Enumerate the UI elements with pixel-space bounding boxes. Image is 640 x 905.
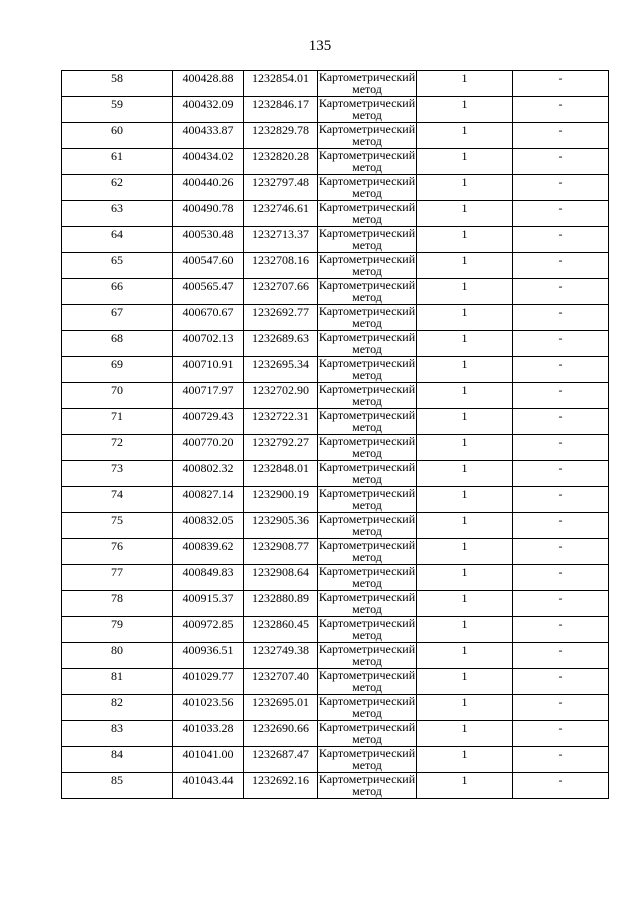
y-coordinate-cell: 1232829.78 [244, 123, 318, 149]
point-number-cell: 66 [62, 279, 173, 305]
method-cell: Картометрический метод [318, 70, 416, 96]
y-coordinate-cell: 1232846.17 [244, 97, 318, 123]
table-row [62, 643, 609, 669]
point-number-cell: 76 [62, 539, 173, 565]
x-coordinate-cell: 400702.13 [173, 331, 244, 357]
y-coordinate-cell: 1232908.77 [244, 539, 318, 565]
accuracy-cell: 1 [417, 71, 513, 97]
note-cell: - [513, 201, 609, 227]
y-coordinate-cell: 1232692.77 [244, 305, 318, 331]
note-cell: - [513, 71, 609, 97]
x-coordinate-cell: 400530.48 [173, 227, 244, 253]
method-cell: Картометрический метод [318, 122, 416, 148]
method-cell: Картометрический метод [318, 226, 416, 252]
method-cell: Картометрический метод [318, 590, 416, 616]
table-row [62, 773, 609, 799]
note-cell: - [513, 435, 609, 461]
method-cell: Картометрический метод [318, 486, 416, 512]
point-number-cell: 65 [62, 253, 173, 279]
y-coordinate-cell: 1232687.47 [244, 747, 318, 773]
method-cell: Картометрический метод [318, 252, 416, 278]
page-number: 135 [308, 38, 332, 54]
method-cell: Картометрический метод [318, 174, 416, 200]
y-coordinate-cell: 1232797.48 [244, 175, 318, 201]
accuracy-cell: 1 [417, 279, 513, 305]
table-row [62, 305, 609, 331]
accuracy-cell: 1 [417, 747, 513, 773]
method-cell: Картометрический метод [318, 382, 416, 408]
accuracy-cell: 1 [417, 591, 513, 617]
x-coordinate-cell: 400972.85 [173, 617, 244, 643]
note-cell: - [513, 253, 609, 279]
note-cell: - [513, 175, 609, 201]
x-coordinate-cell: 400547.60 [173, 253, 244, 279]
accuracy-cell: 1 [417, 643, 513, 669]
point-number-cell: 64 [62, 227, 173, 253]
y-coordinate-cell: 1232749.38 [244, 643, 318, 669]
table-row [62, 175, 609, 201]
accuracy-cell: 1 [417, 617, 513, 643]
table-row [62, 461, 609, 487]
point-number-cell: 84 [62, 747, 173, 773]
note-cell: - [513, 357, 609, 383]
accuracy-cell: 1 [417, 669, 513, 695]
point-number-cell: 68 [62, 331, 173, 357]
y-coordinate-cell: 1232746.61 [244, 201, 318, 227]
x-coordinate-cell: 400839.62 [173, 539, 244, 565]
method-cell: Картометрический метод [318, 96, 416, 122]
point-number-cell: 63 [62, 201, 173, 227]
y-coordinate-cell: 1232880.89 [244, 591, 318, 617]
note-cell: - [513, 591, 609, 617]
note-cell: - [513, 149, 609, 175]
note-cell: - [513, 97, 609, 123]
note-cell: - [513, 747, 609, 773]
y-coordinate-cell: 1232707.40 [244, 669, 318, 695]
method-cell: Картометрический метод [318, 720, 416, 746]
x-coordinate-cell: 400849.83 [173, 565, 244, 591]
method-cell: Картометрический метод [318, 434, 416, 460]
point-number-cell: 67 [62, 305, 173, 331]
y-coordinate-cell: 1232702.90 [244, 383, 318, 409]
point-number-cell: 77 [62, 565, 173, 591]
accuracy-cell: 1 [417, 487, 513, 513]
method-cell: Картометрический метод [318, 564, 416, 590]
table-row [62, 565, 609, 591]
y-coordinate-cell: 1232908.64 [244, 565, 318, 591]
y-coordinate-cell: 1232695.01 [244, 695, 318, 721]
coordinates-table [61, 70, 609, 799]
note-cell: - [513, 539, 609, 565]
point-number-cell: 72 [62, 435, 173, 461]
y-coordinate-cell: 1232692.16 [244, 773, 318, 799]
table-row [62, 71, 609, 97]
x-coordinate-cell: 401029.77 [173, 669, 244, 695]
x-coordinate-cell: 400915.37 [173, 591, 244, 617]
table-row [62, 331, 609, 357]
table-row [62, 123, 609, 149]
note-cell: - [513, 123, 609, 149]
table-row [62, 383, 609, 409]
accuracy-cell: 1 [417, 539, 513, 565]
point-number-cell: 85 [62, 773, 173, 799]
table-row [62, 435, 609, 461]
method-cell: Картометрический метод [318, 538, 416, 564]
accuracy-cell: 1 [417, 331, 513, 357]
point-number-cell: 80 [62, 643, 173, 669]
table-row [62, 409, 609, 435]
accuracy-cell: 1 [417, 435, 513, 461]
coordinates-table-body [62, 71, 609, 799]
y-coordinate-cell: 1232722.31 [244, 409, 318, 435]
x-coordinate-cell: 400710.91 [173, 357, 244, 383]
x-coordinate-cell: 400729.43 [173, 409, 244, 435]
accuracy-cell: 1 [417, 305, 513, 331]
point-number-cell: 79 [62, 617, 173, 643]
method-cell: Картометрический метод [318, 642, 416, 668]
note-cell: - [513, 409, 609, 435]
method-cell: Картометрический метод [318, 148, 416, 174]
x-coordinate-cell: 400565.47 [173, 279, 244, 305]
table-row [62, 487, 609, 513]
accuracy-cell: 1 [417, 721, 513, 747]
point-number-cell: 81 [62, 669, 173, 695]
note-cell: - [513, 643, 609, 669]
accuracy-cell: 1 [417, 565, 513, 591]
method-cell: Картометрический метод [318, 408, 416, 434]
table-row [62, 357, 609, 383]
accuracy-cell: 1 [417, 149, 513, 175]
note-cell: - [513, 721, 609, 747]
method-cell: Картометрический метод [318, 356, 416, 382]
table-row [62, 513, 609, 539]
accuracy-cell: 1 [417, 357, 513, 383]
x-coordinate-cell: 400433.87 [173, 123, 244, 149]
accuracy-cell: 1 [417, 227, 513, 253]
table-row [62, 97, 609, 123]
method-cell: Картометрический метод [318, 694, 416, 720]
note-cell: - [513, 487, 609, 513]
point-number-cell: 75 [62, 513, 173, 539]
note-cell: - [513, 513, 609, 539]
point-number-cell: 62 [62, 175, 173, 201]
note-cell: - [513, 617, 609, 643]
point-number-cell: 71 [62, 409, 173, 435]
point-number-cell: 59 [62, 97, 173, 123]
y-coordinate-cell: 1232689.63 [244, 331, 318, 357]
x-coordinate-cell: 400936.51 [173, 643, 244, 669]
point-number-cell: 60 [62, 123, 173, 149]
x-coordinate-cell: 400440.26 [173, 175, 244, 201]
point-number-cell: 73 [62, 461, 173, 487]
table-row [62, 617, 609, 643]
note-cell: - [513, 305, 609, 331]
table-row [62, 253, 609, 279]
accuracy-cell: 1 [417, 97, 513, 123]
x-coordinate-cell: 400490.78 [173, 201, 244, 227]
x-coordinate-cell: 401023.56 [173, 695, 244, 721]
point-number-cell: 78 [62, 591, 173, 617]
y-coordinate-cell: 1232707.66 [244, 279, 318, 305]
y-coordinate-cell: 1232792.27 [244, 435, 318, 461]
x-coordinate-cell: 400670.67 [173, 305, 244, 331]
note-cell: - [513, 773, 609, 799]
accuracy-cell: 1 [417, 513, 513, 539]
y-coordinate-cell: 1232905.36 [244, 513, 318, 539]
x-coordinate-cell: 401043.44 [173, 773, 244, 799]
x-coordinate-cell: 401033.28 [173, 721, 244, 747]
x-coordinate-cell: 400770.20 [173, 435, 244, 461]
table-row [62, 591, 609, 617]
note-cell: - [513, 279, 609, 305]
x-coordinate-cell: 400432.09 [173, 97, 244, 123]
y-coordinate-cell: 1232690.66 [244, 721, 318, 747]
accuracy-cell: 1 [417, 383, 513, 409]
table-row [62, 201, 609, 227]
x-coordinate-cell: 400802.32 [173, 461, 244, 487]
accuracy-cell: 1 [417, 123, 513, 149]
x-coordinate-cell: 401041.00 [173, 747, 244, 773]
method-cell: Картометрический метод [318, 200, 416, 226]
y-coordinate-cell: 1232860.45 [244, 617, 318, 643]
point-number-cell: 74 [62, 487, 173, 513]
accuracy-cell: 1 [417, 773, 513, 799]
method-cell: Картометрический метод [318, 668, 416, 694]
method-cell: Картометрический метод [318, 330, 416, 356]
table-row [62, 539, 609, 565]
table-row [62, 695, 609, 721]
method-cell: Картометрический метод [318, 460, 416, 486]
table-row [62, 669, 609, 695]
y-coordinate-cell: 1232820.28 [244, 149, 318, 175]
note-cell: - [513, 383, 609, 409]
note-cell: - [513, 331, 609, 357]
method-cell: Картометрический метод [318, 304, 416, 330]
accuracy-cell: 1 [417, 695, 513, 721]
method-cell: Картометрический метод [318, 616, 416, 642]
point-number-cell: 82 [62, 695, 173, 721]
table-row [62, 721, 609, 747]
point-number-cell: 61 [62, 149, 173, 175]
x-coordinate-cell: 400832.05 [173, 513, 244, 539]
x-coordinate-cell: 400827.14 [173, 487, 244, 513]
point-number-cell: 70 [62, 383, 173, 409]
accuracy-cell: 1 [417, 409, 513, 435]
x-coordinate-cell: 400434.02 [173, 149, 244, 175]
note-cell: - [513, 565, 609, 591]
note-cell: - [513, 669, 609, 695]
y-coordinate-cell: 1232695.34 [244, 357, 318, 383]
x-coordinate-cell: 400717.97 [173, 383, 244, 409]
method-cell: Картометрический метод [318, 278, 416, 304]
accuracy-cell: 1 [417, 201, 513, 227]
point-number-cell: 58 [62, 71, 173, 97]
method-cell: Картометрический метод [318, 746, 416, 772]
accuracy-cell: 1 [417, 175, 513, 201]
table-row [62, 227, 609, 253]
y-coordinate-cell: 1232713.37 [244, 227, 318, 253]
note-cell: - [513, 461, 609, 487]
y-coordinate-cell: 1232708.16 [244, 253, 318, 279]
table-row [62, 279, 609, 305]
point-number-cell: 69 [62, 357, 173, 383]
table-row [62, 747, 609, 773]
y-coordinate-cell: 1232854.01 [244, 71, 318, 97]
accuracy-cell: 1 [417, 461, 513, 487]
y-coordinate-cell: 1232848.01 [244, 461, 318, 487]
accuracy-cell: 1 [417, 253, 513, 279]
method-cell: Картометрический метод [318, 512, 416, 538]
method-cell: Картометрический метод [318, 772, 416, 798]
x-coordinate-cell: 400428.88 [173, 71, 244, 97]
y-coordinate-cell: 1232900.19 [244, 487, 318, 513]
note-cell: - [513, 695, 609, 721]
note-cell: - [513, 227, 609, 253]
point-number-cell: 83 [62, 721, 173, 747]
table-row [62, 149, 609, 175]
